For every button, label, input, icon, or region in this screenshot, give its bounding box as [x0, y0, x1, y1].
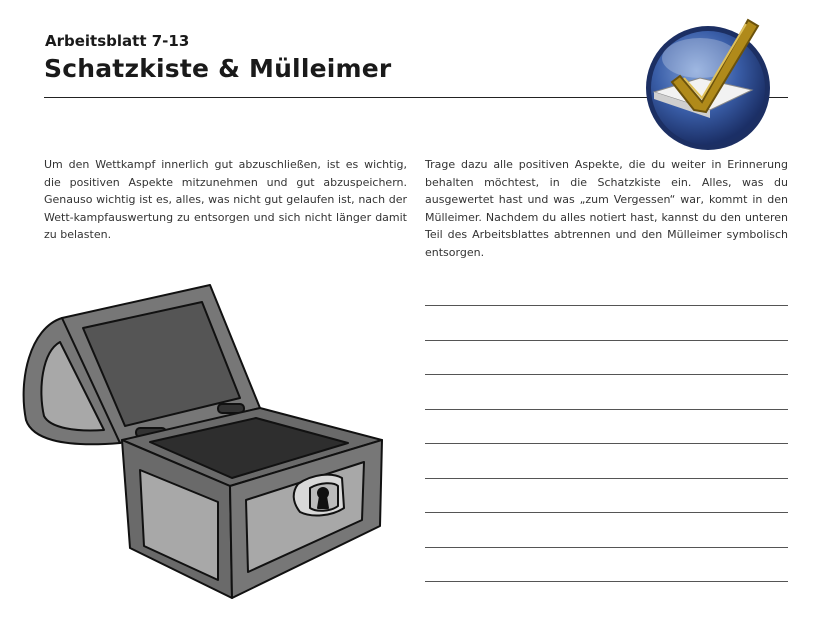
writing-line[interactable]: [425, 581, 788, 582]
checkmark-badge-icon: [640, 10, 775, 150]
writing-line[interactable]: [425, 512, 788, 513]
treasure-chest-illustration: [20, 280, 390, 600]
worksheet-title: Schatzkiste & Mülleimer: [44, 54, 392, 83]
writing-line[interactable]: [425, 374, 788, 375]
intro-paragraph-right: Trage dazu alle positiven Aspekte, die du weiter in Erinnerung behalten möchtest, in die Schatzkiste ein. Alles, was du ausgewertet hast und was „zum Vergessen“ war, kommt in den Mülleimer. Nachdem du alles notiert hast, kannst du den unteren Teil des Arbeitsblattes abtrennen und den Mülleimer symbolisch entsorgen.: [425, 158, 788, 259]
writing-line[interactable]: [425, 340, 788, 341]
writing-lines: [425, 305, 788, 616]
writing-line[interactable]: [425, 547, 788, 548]
writing-line[interactable]: [425, 478, 788, 479]
writing-line[interactable]: [425, 443, 788, 444]
writing-line[interactable]: [425, 305, 788, 306]
writing-line[interactable]: [425, 409, 788, 410]
worksheet-subtitle: Arbeitsblatt 7-13: [45, 32, 190, 50]
intro-paragraph-left: Um den Wettkampf innerlich gut abzuschließen, ist es wichtig, die positiven Aspekte mitzunehmen und gut abzuspeichern. Genauso wichtig ist es, alles, was nicht gut gelaufen ist, nach der Wett-kampfauswertung zu entsorgen und sich nicht länger damit zu belasten.: [44, 158, 407, 241]
